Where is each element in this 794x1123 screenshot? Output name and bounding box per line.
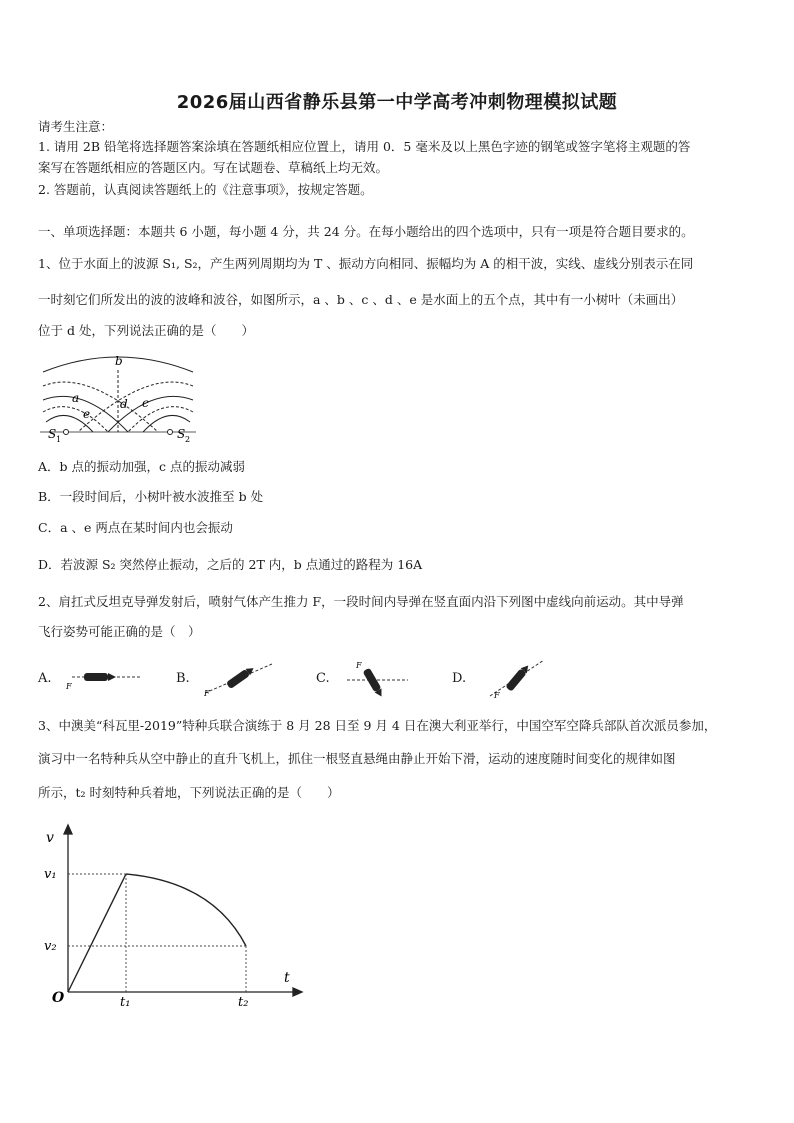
q2-option-d-label: D. — [452, 671, 467, 686]
wave-interference-figure — [38, 350, 198, 445]
force-label: F — [66, 682, 72, 691]
q2-option-c-missile — [342, 658, 412, 700]
q1-option-d: D．若波源 S₂ 突然停止振动，之后的 2T 内，b 点通过的路程为 16A — [38, 557, 423, 572]
notice-item-1-line-2: 案写在答题纸相应的答题区内。写在试题卷、草稿纸上均无效。 — [38, 160, 389, 175]
q3-line-3: 所示，t₂ 时刻特种兵着地，下列说法正确的是（ ） — [38, 785, 340, 800]
q1-option-c: C．a 、e 两点在某时间内也会振动 — [38, 520, 233, 535]
label-e: e — [83, 407, 91, 421]
accel-segment — [68, 874, 126, 992]
decel-curve — [126, 874, 246, 946]
wave-trough-s1 — [43, 382, 158, 432]
q1-line-1: 1、位于水面上的波源 S₁, S₂，产生两列周期均为 T 、振动方向相同、振幅均为 A 的相干波，实线、虚线分别表示在同 — [38, 256, 694, 271]
velocity-time-graph — [38, 822, 308, 1012]
q2-line-1: 2、肩扛式反坦克导弹发射后，喷射气体产生推力 F，一段时间内导弹在竖直面内沿下列图中虚线向前运动。其中导弹 — [38, 594, 684, 609]
q2-line-2: 飞行姿势可能正确的是（ ） — [38, 624, 201, 639]
t1-label: t₁ — [120, 995, 131, 1010]
label-s1-sub: 1 — [56, 435, 62, 444]
q3-line-2: 演习中一名特种兵从空中静止的直升飞机上，抓住一根竖直悬绳由静止开始下滑，运动的速度随时间变化的规律如图 — [38, 751, 676, 766]
force-label: F — [204, 689, 210, 698]
q1-option-a: A．b 点的振动加强，c 点的振动减弱 — [38, 459, 245, 474]
label-a: a — [72, 391, 80, 405]
t-axis-label: t — [284, 970, 290, 986]
force-label: F — [356, 661, 362, 670]
q2-option-c-label: C. — [316, 671, 330, 686]
label-s1: S — [48, 427, 57, 441]
force-label: F — [494, 691, 500, 700]
q2-option-b-label: B. — [176, 671, 190, 686]
q2-option-a-missile — [62, 662, 142, 692]
label-s2-sub: 2 — [185, 435, 191, 444]
v1-label: v₁ — [44, 867, 57, 882]
q2-option-a-label: A. — [38, 671, 52, 686]
q1-line-3: 位于 d 处，下列说法正确的是（ ） — [38, 323, 254, 338]
notice-item-2: 2. 答题前，认真阅读答题纸上的《注意事项》，按规定答题。 — [38, 182, 373, 197]
label-c: c — [142, 396, 149, 410]
origin-label: O — [52, 990, 65, 1006]
wave-trough-s2 — [78, 382, 193, 432]
notice-heading: 请考生注意： — [38, 119, 114, 134]
v2-label: v₂ — [44, 939, 57, 954]
label-d: d — [120, 397, 128, 411]
label-b: b — [115, 354, 123, 368]
notice-item-1-line-1: 1. 请用 2B 铅笔将选择题答案涂填在答题纸相应位置上，请用 0．5 毫米及以上黑色字迹的钢笔或签字笔将主观题的答 — [38, 139, 691, 154]
t-axis-arrow — [293, 988, 302, 996]
q2-option-b-missile — [200, 658, 275, 698]
t2-label: t₂ — [238, 995, 249, 1010]
v-axis-label: v — [46, 830, 54, 846]
q3-line-1: 3、中澳美“科瓦里-2019”特种兵联合演练于 8 月 28 日至 9 月 4 日在澳大利亚举行，中国空军空降兵部队首次派员参加， — [38, 718, 717, 733]
label-s2: S — [177, 427, 186, 441]
q1-option-b: B．一段时间后，小树叶被水波推至 b 处 — [38, 489, 264, 504]
page-title: 2026届山西省静乐县第一中学高考冲刺物理模拟试题 — [176, 92, 618, 113]
section-1-header: 一、单项选择题：本题共 6 小题，每小题 4 分，共 24 分。在每小题给出的四个选项中，只有一项是符合题目要求的。 — [38, 224, 694, 239]
q1-line-2: 一时刻它们所发出的波的波峰和波谷，如图所示，a 、b 、c 、d 、e 是水面上的五个点，其中有一小树叶（未画出） — [38, 292, 684, 307]
q2-option-d-missile — [486, 656, 546, 700]
v-axis-arrow — [64, 825, 72, 834]
